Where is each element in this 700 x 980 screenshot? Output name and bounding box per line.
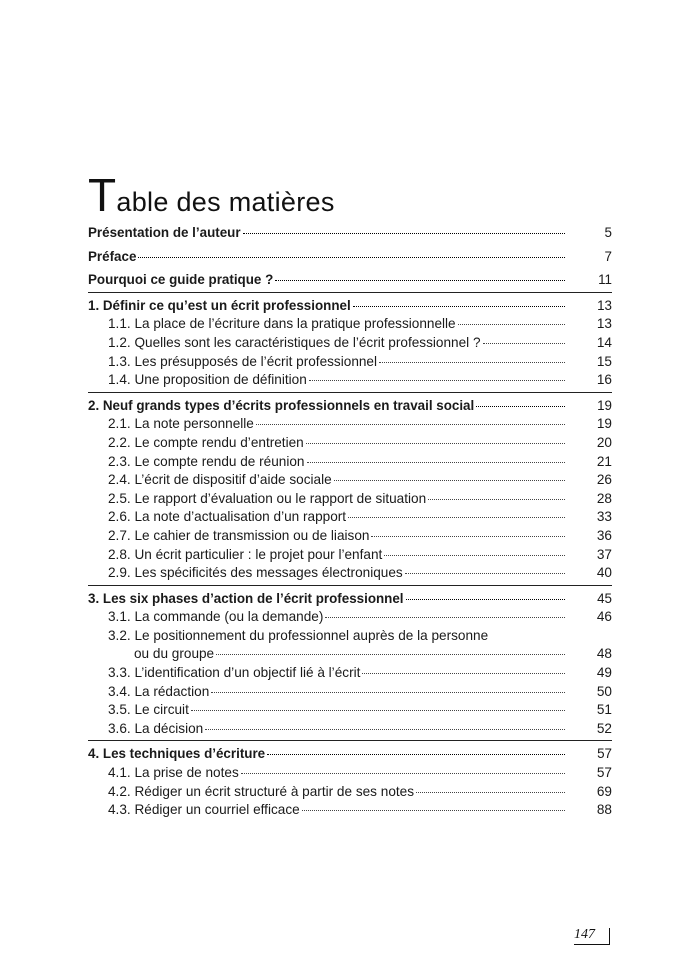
toc-section-entry[interactable] <box>88 564 612 583</box>
toc-entry-line <box>108 801 568 820</box>
toc-page-number: 14 <box>596 334 612 350</box>
dot-leader <box>211 691 565 693</box>
toc-page-number: 28 <box>596 490 612 506</box>
toc-entry-title: 3. Les six phases d’action de l’écrit professionnel <box>88 590 404 606</box>
toc-page-number: 20 <box>596 434 612 450</box>
toc-page-number: 37 <box>596 546 612 562</box>
section-divider <box>88 740 612 741</box>
folio-rule <box>574 944 610 945</box>
toc-page-number: 36 <box>596 527 612 543</box>
toc-entry-title: 3.2. Le positionnement du professionnel auprès de la personne <box>108 627 489 643</box>
toc-section-entry[interactable] <box>88 415 612 434</box>
toc-chapter-entry[interactable] <box>88 745 612 764</box>
toc-page-number: 16 <box>596 372 612 388</box>
toc-entry-title: 4.2. Rédiger un écrit structuré à partir de ses notes <box>108 783 415 799</box>
dot-leader <box>243 232 565 234</box>
table-of-contents <box>88 224 612 820</box>
toc-section-entry[interactable] <box>88 490 612 509</box>
toc-entry-line <box>108 415 568 434</box>
toc-section-entry[interactable] <box>88 334 612 353</box>
dot-leader <box>302 809 565 811</box>
toc-entry-line <box>108 720 568 739</box>
toc-entry-line <box>108 683 568 702</box>
toc-section-entry[interactable] <box>88 683 612 702</box>
toc-entry-line <box>108 527 568 546</box>
toc-chapter-entry[interactable] <box>88 397 612 416</box>
toc-entry-title: 2.1. La note personnelle <box>108 416 254 432</box>
dot-leader <box>205 728 565 730</box>
toc-entry-line <box>108 764 568 783</box>
toc-entry-line <box>88 248 568 267</box>
toc-section-entry[interactable] <box>88 627 612 646</box>
toc-entry-line <box>108 334 568 353</box>
toc-entry-title: 1.3. Les présupposés de l’écrit professionnel <box>108 353 378 369</box>
dot-leader <box>405 572 565 574</box>
section-divider <box>88 585 612 586</box>
dot-leader <box>138 256 565 258</box>
toc-entry-line <box>88 590 568 609</box>
dot-leader <box>275 279 565 281</box>
folio-divider <box>609 928 610 945</box>
toc-entry-line <box>88 745 568 764</box>
toc-entry-title: 2.9. Les spécificités des messages électroniques <box>108 565 403 581</box>
toc-section-entry[interactable] <box>88 720 612 739</box>
toc-chapter-entry[interactable] <box>88 224 612 243</box>
toc-page-number: 21 <box>596 453 612 469</box>
dot-leader <box>191 709 565 711</box>
toc-entry-title: Présentation de l’auteur <box>88 225 241 240</box>
dot-leader <box>306 442 565 444</box>
toc-entry-title: 1.1. La place de l’écriture dans la pratique professionnelle <box>108 316 456 332</box>
toc-page-number: 19 <box>597 397 612 413</box>
toc-entry-title: 4. Les techniques d’écriture <box>88 746 266 762</box>
toc-entry-title: 1.4. Une proposition de définition <box>108 372 307 388</box>
toc-page-number: 7 <box>604 248 612 264</box>
toc-entry-title: 2. Neuf grands types d’écrits professionnels en travail social <box>88 397 475 413</box>
toc-section-entry[interactable] <box>88 315 612 334</box>
toc-page-number: 5 <box>604 225 612 240</box>
toc-page-number: 19 <box>596 416 612 432</box>
toc-entry-title: 2.7. Le cahier de transmission ou de liaison <box>108 527 370 543</box>
toc-entry-title: 2.4. L’écrit de dispositif d’aide sociale <box>108 472 332 488</box>
toc-entry-title: 1. Définir ce qu’est un écrit professionnel <box>88 297 351 313</box>
toc-entry-line <box>108 315 568 334</box>
toc-page-number: 13 <box>597 297 612 313</box>
toc-section-entry[interactable] <box>88 764 612 783</box>
toc-section-entry[interactable] <box>88 371 612 390</box>
toc-entry-line <box>108 508 568 527</box>
page-title <box>88 169 335 221</box>
dot-leader <box>241 772 565 774</box>
toc-chapter-entry[interactable] <box>88 590 612 609</box>
toc-entry-line <box>108 608 568 627</box>
toc-entry-title: 1.2. Quelles sont les caractéristiques de l’écrit professionnel ? <box>108 334 481 350</box>
toc-page-number: 57 <box>597 746 612 762</box>
dot-leader <box>267 753 565 755</box>
toc-entry-title: 2.6. La note d’actualisation d’un rapport <box>108 509 347 525</box>
toc-page-number: 88 <box>596 802 612 818</box>
dot-leader <box>348 516 565 518</box>
toc-page-number: 11 <box>598 272 612 288</box>
toc-entry-line <box>108 783 568 802</box>
toc-section-entry[interactable] <box>88 453 612 472</box>
toc-section-entry[interactable] <box>88 608 612 627</box>
toc-entry-title: Pourquoi ce guide pratique ? <box>88 272 274 288</box>
toc-entry-title: 3.6. La décision <box>108 720 204 736</box>
toc-entry-line <box>108 627 568 646</box>
title-rest: able des matières <box>116 187 335 217</box>
title-initial: T <box>88 169 117 221</box>
toc-entry-line <box>108 434 568 453</box>
page-number: 147 <box>574 927 595 942</box>
dot-leader <box>216 653 565 655</box>
toc-section-entry[interactable] <box>88 353 612 372</box>
toc-entry-line <box>88 297 568 316</box>
toc-section-entry[interactable] <box>88 546 612 565</box>
toc-chapter-entry[interactable] <box>88 271 612 290</box>
toc-section-entry[interactable] <box>88 527 612 546</box>
toc-section-entry[interactable] <box>88 801 612 820</box>
toc-section-entry[interactable] <box>88 645 612 664</box>
toc-entry-title: 3.5. Le circuit <box>108 702 189 718</box>
toc-page-number: 48 <box>596 646 612 662</box>
dot-leader <box>428 498 565 500</box>
toc-page-number: 15 <box>596 353 612 369</box>
dot-leader <box>256 423 565 425</box>
toc-section-entry[interactable] <box>88 471 612 490</box>
toc-entry-line <box>108 546 568 565</box>
dot-leader <box>384 554 565 556</box>
toc-page-number: 69 <box>596 783 612 799</box>
toc-entry-line <box>88 224 568 243</box>
toc-entry-title: ou du groupe <box>134 646 215 662</box>
toc-page-number: 57 <box>596 765 612 781</box>
dot-leader <box>458 323 565 325</box>
toc-page-number: 46 <box>596 609 612 625</box>
dot-leader <box>325 616 565 618</box>
toc-entry-line <box>108 490 568 509</box>
toc-section-entry[interactable] <box>88 434 612 453</box>
toc-entry-title: 4.1. La prise de notes <box>108 765 239 781</box>
dot-leader <box>483 342 565 344</box>
dot-leader <box>309 379 565 381</box>
dot-leader <box>334 479 565 481</box>
toc-entry-line <box>108 664 568 683</box>
toc-chapter-entry[interactable] <box>88 297 612 316</box>
toc-page-number: 49 <box>596 665 612 681</box>
toc-page-number: 50 <box>596 683 612 699</box>
toc-entry-line <box>88 397 568 416</box>
dot-leader <box>371 535 565 537</box>
toc-page-number: 51 <box>596 702 612 718</box>
toc-page-number: 26 <box>596 472 612 488</box>
toc-entry-title: Préface <box>88 248 137 264</box>
dot-leader <box>353 305 565 307</box>
toc-section-entry[interactable] <box>88 508 612 527</box>
toc-page-number: 33 <box>596 509 612 525</box>
toc-entry-title: 2.2. Le compte rendu d’entretien <box>108 434 304 450</box>
toc-entry-title: 3.3. L’identification d’un objectif lié à l’écrit <box>108 665 361 681</box>
section-divider <box>88 392 612 393</box>
toc-section-entry[interactable] <box>88 783 612 802</box>
dot-leader <box>416 791 565 793</box>
toc-entry-line <box>108 353 568 372</box>
section-divider <box>88 292 612 293</box>
dot-leader <box>406 598 565 600</box>
toc-page-number: 52 <box>596 720 612 736</box>
dot-leader <box>362 672 565 674</box>
toc-section-entry[interactable] <box>88 664 612 683</box>
toc-entry-title: 2.3. Le compte rendu de réunion <box>108 453 305 469</box>
toc-entry-title: 4.3. Rédiger un courriel efficace <box>108 802 300 818</box>
toc-chapter-entry[interactable] <box>88 248 612 267</box>
toc-entry-title: 2.8. Un écrit particulier : le projet pour l’enfant <box>108 546 383 562</box>
toc-page-number: 13 <box>596 316 612 332</box>
toc-entry-line <box>108 564 568 583</box>
toc-entry-title: 3.1. La commande (ou la demande) <box>108 609 324 625</box>
toc-entry-line <box>134 645 568 664</box>
dot-leader <box>476 405 565 407</box>
toc-entry-line <box>108 371 568 390</box>
toc-entry-line <box>108 453 568 472</box>
toc-page-number: 40 <box>596 565 612 581</box>
toc-entry-title: 2.5. Le rapport d’évaluation ou le rapport de situation <box>108 490 427 506</box>
dot-leader <box>379 361 565 363</box>
toc-entry-line <box>108 701 568 720</box>
toc-entry-line <box>88 271 568 290</box>
dot-leader <box>307 461 566 463</box>
toc-entry-line <box>108 471 568 490</box>
toc-page-number: 45 <box>597 590 612 606</box>
toc-section-entry[interactable] <box>88 701 612 720</box>
toc-entry-title: 3.4. La rédaction <box>108 683 210 699</box>
